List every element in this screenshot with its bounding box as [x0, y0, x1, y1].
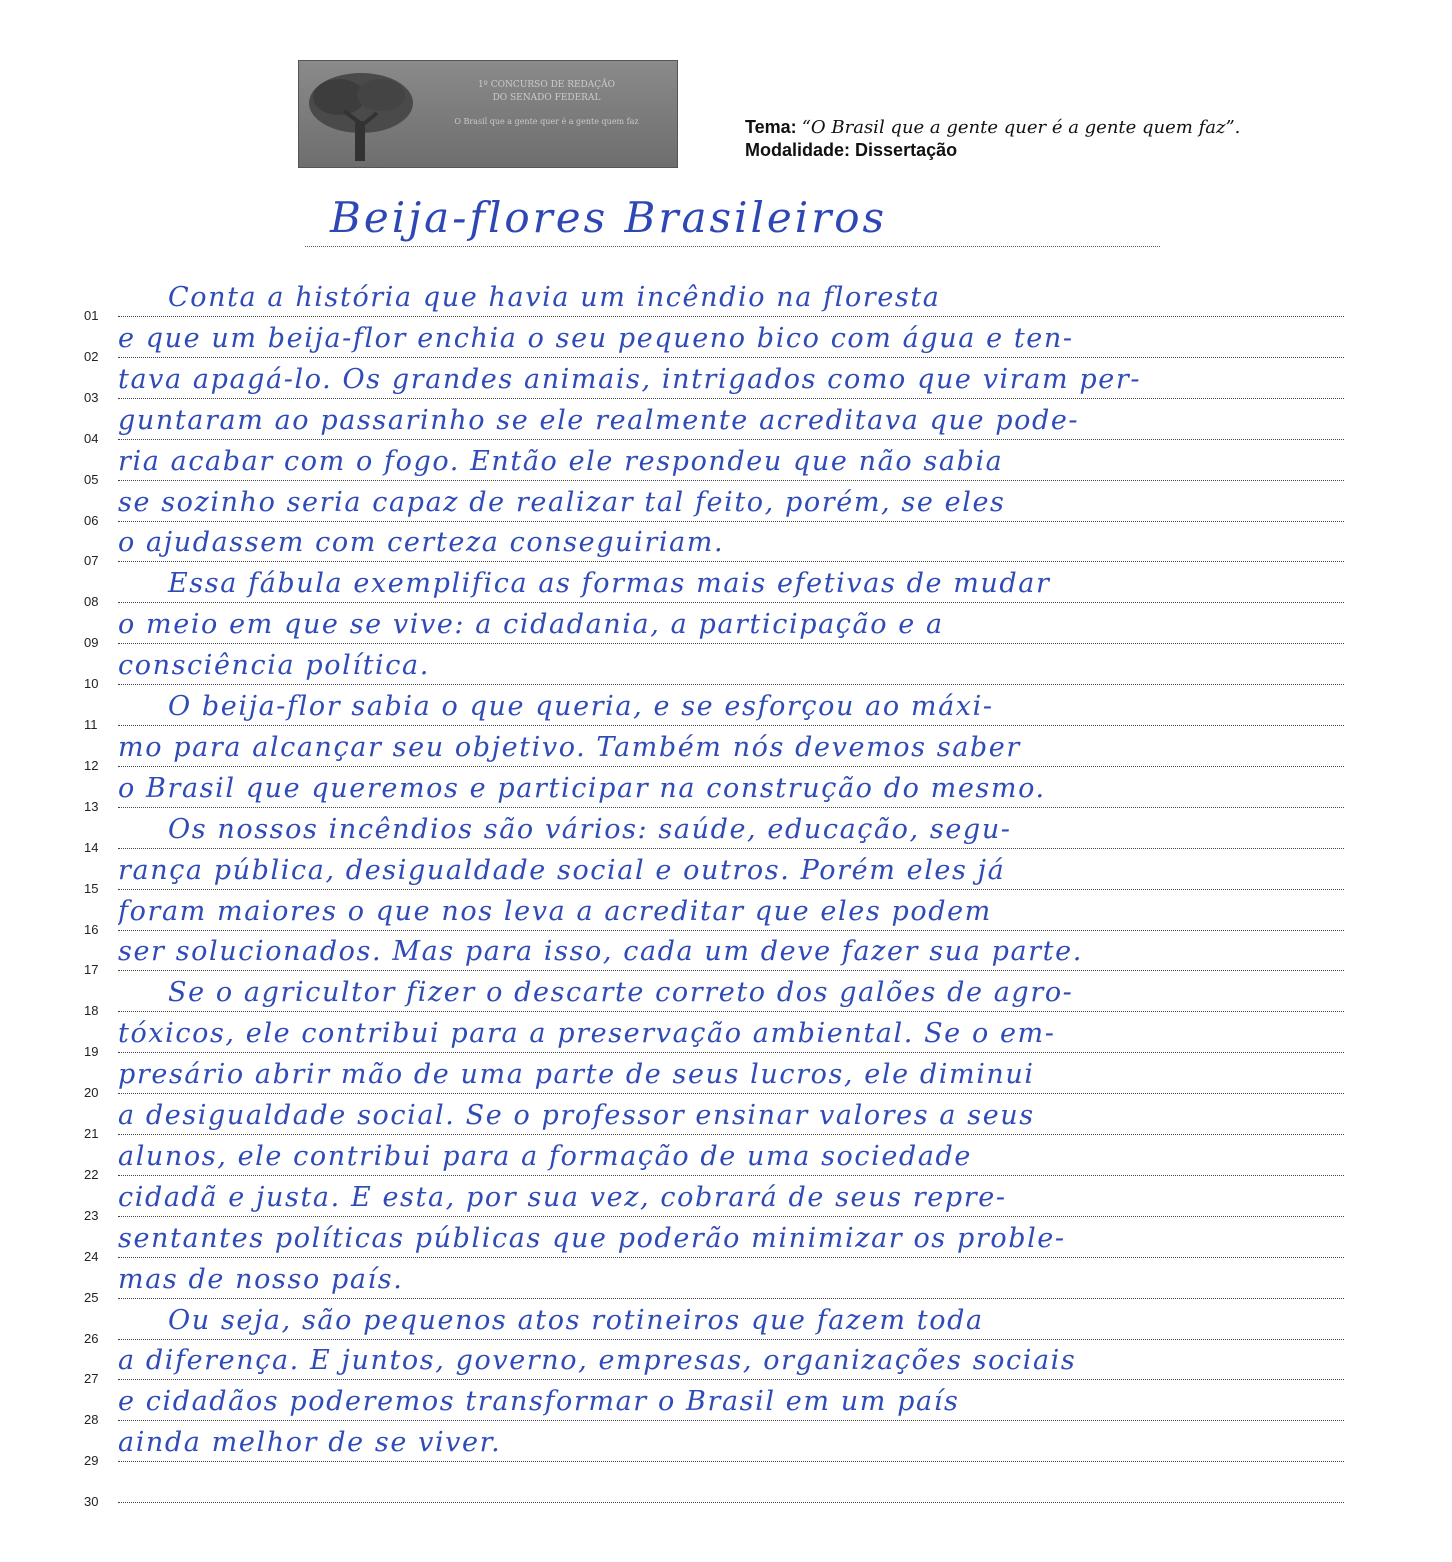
line-text: a desigualdade social. Se o professor ensinar valores a seus: [118, 1100, 1035, 1131]
line-text: guntaram ao passarinho se ele realmente acreditava que pode-: [118, 404, 1080, 436]
essay-line: [84, 1298, 1344, 1346]
essay-line: [84, 1011, 1344, 1060]
essay-line: [84, 970, 1344, 1019]
line-number: 01: [84, 308, 99, 323]
line-text: alunos, ele contribui para a formação de uma sociedade: [118, 1140, 972, 1172]
line-text: O beija-flor sabia o que queria, e se esforçou ao máxi-: [168, 691, 994, 722]
line-text: mo para alcançar seu objetivo. Também nós devemos saber: [118, 731, 1021, 763]
essay-line: [84, 848, 1344, 896]
line-number: 11: [84, 717, 98, 732]
essay-title: Beija-flores Brasileiros: [330, 193, 888, 242]
line-number: 19: [84, 1044, 99, 1060]
line-text: Ou seja, são pequenos atos rotineiros que fazem toda: [168, 1304, 984, 1336]
essay-line: [84, 1216, 1344, 1264]
line-text: ser solucionados. Mas para isso, cada um deve fazer sua parte.: [118, 936, 1083, 968]
line-text: Se o agricultor fizer o descarte correto dos galões de agro-: [168, 977, 1074, 1009]
essay-line: [84, 725, 1344, 773]
line-text: tóxicos, ele contribui para a preservação ambiental. Se o em-: [118, 1018, 1056, 1050]
essay-line: [84, 1175, 1344, 1223]
line-number: 23: [84, 1207, 99, 1223]
line-number: 20: [84, 1085, 99, 1101]
theme-label: Tema:: [745, 117, 797, 137]
essay-line: [84, 643, 1344, 692]
line-number: 28: [84, 1412, 99, 1428]
line-text: se sozinho seria capaz de realizar tal feito, porém, se eles: [118, 486, 1006, 518]
logo-line-3: O Brasil que a gente quer é a gente quem faz: [454, 117, 639, 126]
line-number: 02: [84, 348, 99, 364]
line-number: 15: [84, 880, 99, 896]
line-number: 27: [84, 1371, 99, 1387]
essay-line: [84, 1093, 1344, 1141]
line-number: 06: [84, 512, 99, 528]
line-text: e cidadãos poderemos transformar o Brasil em um país: [118, 1386, 960, 1418]
line-number: 30: [84, 1494, 99, 1510]
line-number: 10: [84, 676, 99, 692]
line-number: 21: [84, 1126, 99, 1141]
line-text: Essa fábula exemplifica as formas mais efetivas de mudar: [168, 568, 1051, 600]
essay-line: [84, 929, 1344, 978]
essay-line: [84, 1338, 1344, 1387]
line-number: 07: [84, 553, 99, 569]
line-number: 26: [84, 1330, 99, 1346]
essay-line: [84, 602, 1344, 651]
line-text: foram maiores o que nos leva a acreditar que eles podem: [118, 895, 992, 927]
essay-line: [84, 1420, 1344, 1469]
line-rule: [118, 1502, 1344, 1503]
line-number: 17: [84, 962, 99, 978]
essay-line: [84, 807, 1344, 855]
line-number: 13: [84, 798, 99, 814]
line-text: ria acabar com o fogo. Então ele respondeu que não sabia: [118, 445, 1004, 477]
essay-line: [84, 561, 1344, 610]
line-number: 25: [84, 1289, 99, 1305]
line-number: 14: [84, 839, 99, 855]
line-text: cidadã e justa. E esta, por sua vez, cobrará de seus repre-: [118, 1181, 1007, 1213]
essay-line: [84, 439, 1344, 487]
line-number: 24: [84, 1248, 99, 1264]
essay-line: [84, 520, 1344, 569]
line-text: rança pública, desigualdade social e outros. Porém eles já: [118, 854, 1006, 886]
line-number: 05: [84, 471, 99, 487]
line-text: Conta a história que havia um incêndio na floresta: [168, 282, 941, 313]
essay-line: [84, 1052, 1344, 1101]
line-number: 03: [84, 389, 99, 405]
line-text: Os nossos incêndios são vários: saúde, educação, segu-: [168, 813, 1012, 845]
mode-text: Dissertação: [855, 140, 958, 160]
line-text: o ajudassem com certeza conseguiriam.: [118, 527, 725, 559]
line-number: 22: [84, 1166, 99, 1182]
line-text: mas de nosso país.: [118, 1263, 404, 1295]
line-number: 29: [84, 1453, 99, 1469]
essay-line: [84, 480, 1344, 528]
essay-line: [84, 684, 1344, 732]
line-text: ainda melhor de se viver.: [118, 1427, 502, 1459]
line-text: consciência política.: [118, 650, 430, 682]
essay-line: [84, 766, 1344, 814]
mode-label: Modalidade:: [745, 140, 851, 160]
theme-text: “O Brasil que a gente quer é a gente quem faz”.: [801, 117, 1241, 138]
logo-line-1: 1º CONCURSO DE REDAÇÃO: [477, 80, 616, 90]
line-text: o Brasil que queremos e participar na construção do mesmo.: [118, 772, 1046, 804]
line-number: 18: [84, 1003, 99, 1019]
line-text: presário abrir mão de uma parte de seus lucros, ele diminui: [118, 1059, 1035, 1091]
line-text: e que um beija-flor enchia o seu pequeno bico com água e ten-: [118, 322, 1074, 354]
essay-line: [84, 889, 1344, 937]
line-text: sentantes políticas públicas que poderão minimizar os proble-: [118, 1222, 1066, 1254]
line-text: o meio em que se vive: a cidadania, a participação e a: [118, 609, 944, 641]
essay-line: [84, 1379, 1344, 1428]
essay-line: [84, 275, 1344, 323]
essay-line: [84, 398, 1344, 446]
essay-line: [84, 1134, 1344, 1182]
essay-line: [84, 357, 1344, 405]
line-text: tava apagá-lo. Os grandes animais, intrigados como que viram per-: [118, 363, 1142, 395]
line-number: 16: [84, 921, 99, 937]
line-number: 12: [84, 757, 99, 773]
logo-line-2: DO SENADO FEDERAL: [492, 93, 601, 103]
essay-line: [84, 1257, 1344, 1305]
line-text: a diferença. E juntos, governo, empresas, organizações sociais: [118, 1345, 1077, 1377]
line-number: 04: [84, 430, 99, 446]
essay-line: [84, 316, 1344, 364]
essay-line: [84, 1461, 1344, 1510]
line-number: 09: [84, 635, 99, 651]
line-number: 08: [84, 594, 99, 610]
